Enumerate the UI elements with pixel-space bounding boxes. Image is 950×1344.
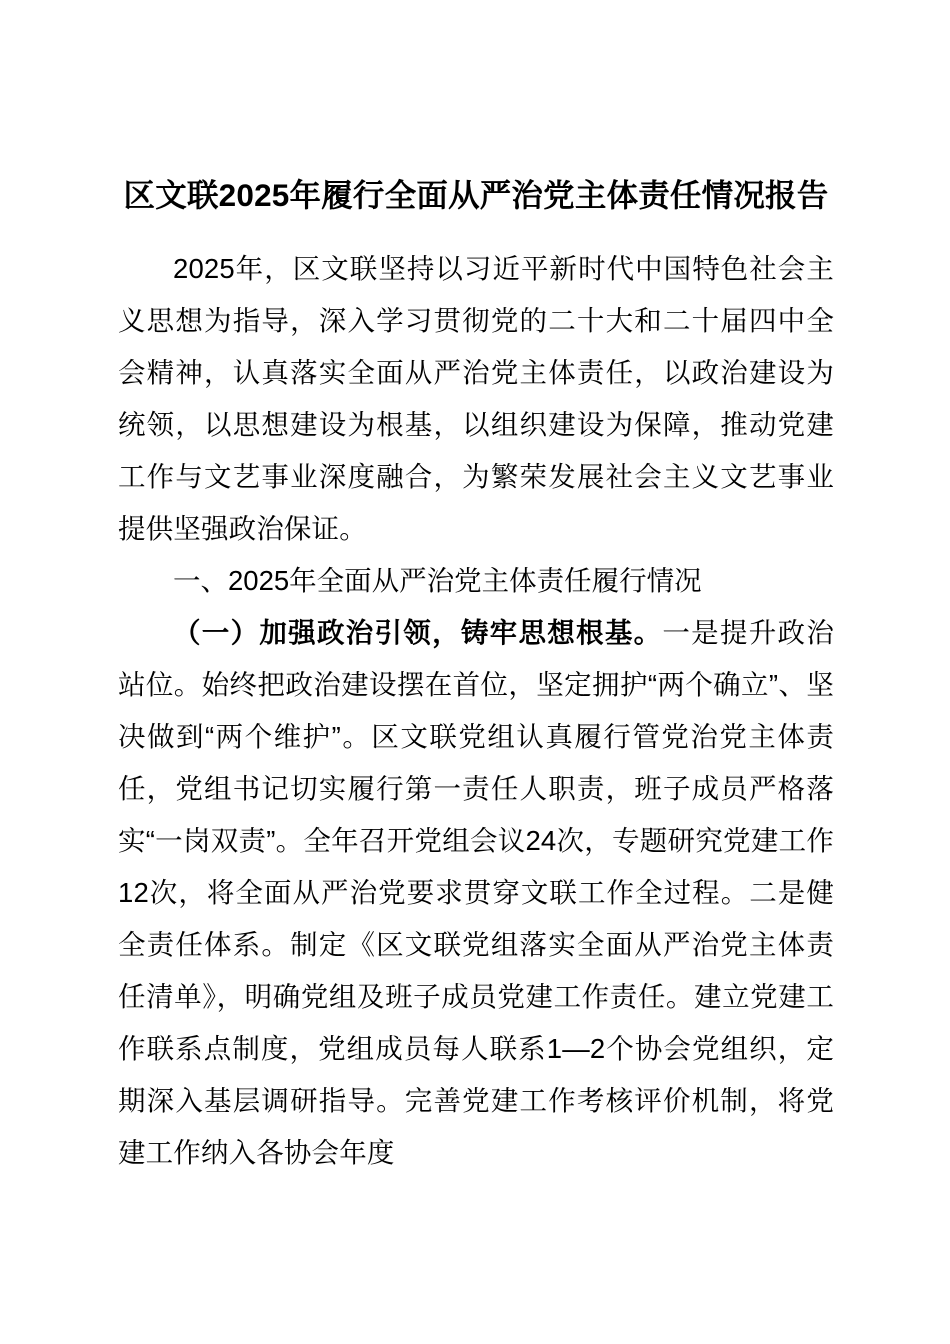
opening-paragraph: 2025年，区文联坚持以习近平新时代中国特色社会主义思想为指导，深入学习贯彻党的二十大和二十届四中全会精神，认真落实全面从严治党主体责任，以政治建设为统领，以思想建设为根基，以组织建设为保障，推动党建工作与文艺事业深度融合，为繁荣发展社会主义文艺事业提供坚强政治保证。	[118, 253, 834, 544]
subsection-one-paragraph	[118, 607, 834, 1179]
subsection-one-body-text: 一是提升政治站位。始终把政治建设摆在首位，坚定拥护“两个确立”、坚决做到“两个维护”。区文联党组认真履行管党治党主体责任，党组书记切实履行第一责任人职责，班子成员严格落实“一岗双责”。全年召开党组会议24次，专题研究党建工作12次，将全面从严治党要求贯穿文联工作全过程。二是健全责任体系。制定《区文联党组落实全面从严治党主体责任清单》，明确党组及班子成员党建工作责任。建立党建工作联系点制度，党组成员每人联系1—2个协会党组织，定期深入基层调研指导。完善党建工作考核评价机制，将党建工作纳入各协会年度	[118, 617, 834, 1168]
document-body	[118, 172, 834, 1179]
section-heading-one: 一、2025年全面从严治党主体责任履行情况	[173, 565, 702, 596]
subsection-one-bold-lead: （一）加强政治引领，铸牢思想根基。	[173, 617, 663, 648]
page-title: 区文联2025年履行全面从严治党主体责任情况报告	[123, 177, 829, 213]
